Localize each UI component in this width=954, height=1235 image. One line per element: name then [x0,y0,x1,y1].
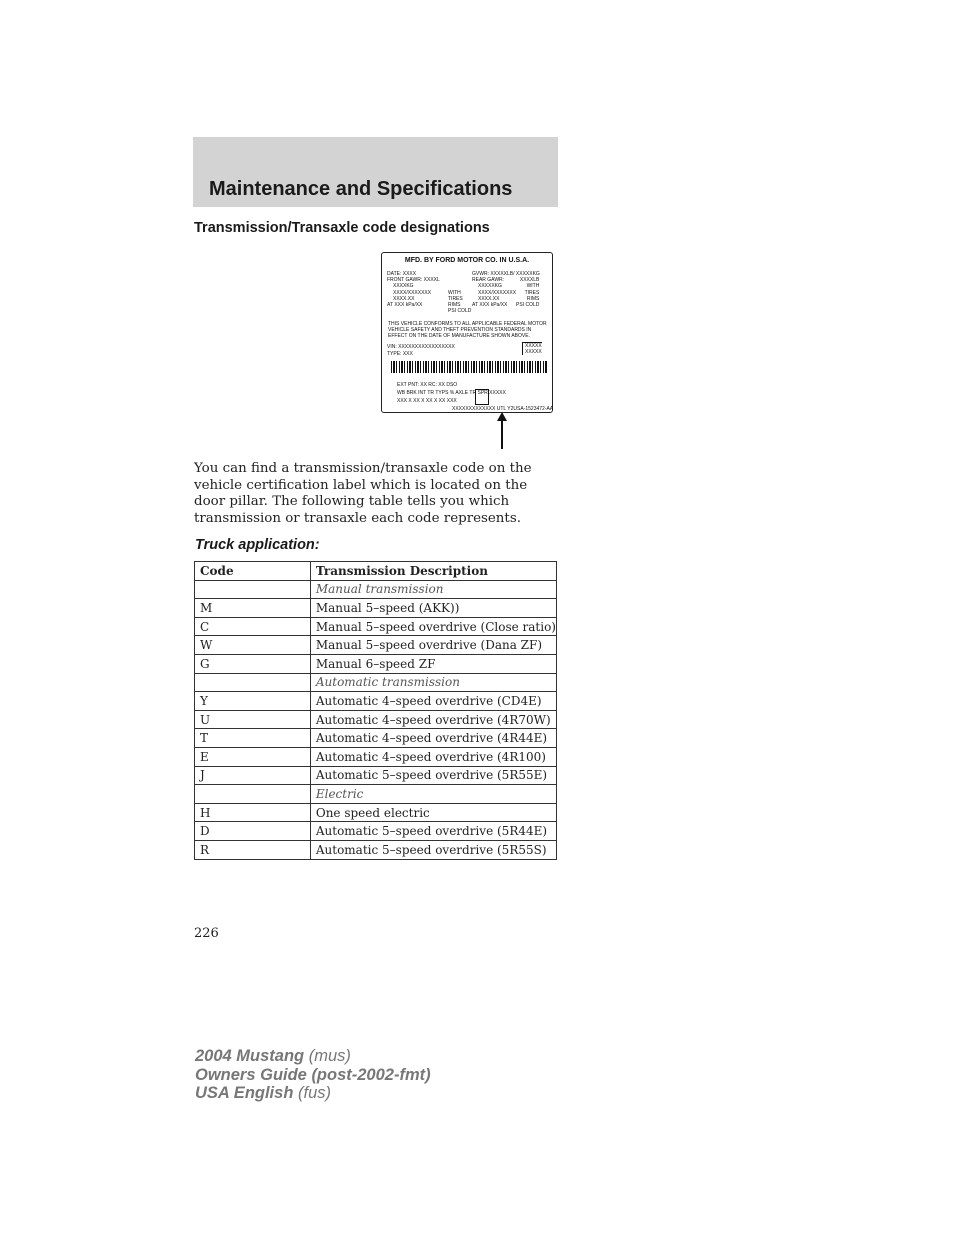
cert-label-vin-box [522,342,542,355]
table-row [195,599,557,618]
barcode [391,361,547,373]
table-row [195,747,557,766]
cell-code [195,580,311,599]
cell-group-label: Manual transmission [310,580,556,599]
cell-description: Automatic 5–speed overdrive (5R55S) [310,840,556,859]
table-subtitle: Truck application: [195,537,320,553]
table-header-row [195,562,557,581]
table-group-row [195,785,557,804]
cell-code: U [195,710,311,729]
cert-label-text: AT XXX kPa/XX [472,302,508,309]
cell-code [195,673,311,692]
cert-label-text: DATE: XXXX [387,271,417,277]
cell-code: R [195,840,311,859]
cert-label-text: XXXXKG [393,283,414,290]
cert-label-right-mid [516,277,539,308]
cert-label-text: FRONT GAWR: XXXXL [387,277,440,284]
footer-line-3 [195,1084,431,1103]
vehicle-certification-label [381,252,553,413]
cert-label-left-column [387,271,440,308]
cert-label-footer-text: XXXXXXXXXXXXX UTL Y2USA-1523472-AA [452,406,554,412]
document-footer [195,1047,431,1103]
transmission-code-box [475,389,489,405]
cert-label-text: PSI COLD [516,302,540,308]
table-group-row [195,673,557,692]
cert-label-text: TIRES [448,295,463,302]
cell-description: Manual 6–speed ZF [310,654,556,673]
cell-group-label: Automatic transmission [310,673,556,692]
intro-paragraph: You can find a transmission/transaxle code on the vehicle certification label which is located on the door pillar. The following table tells you which transmission or transaxle each code represents. [194,461,532,526]
footer-language-code: (fus) [298,1084,331,1102]
cell-description: Automatic 4–speed overdrive (4R44E) [310,729,556,748]
arrow-shaft [501,420,503,449]
cert-label-text: XXXXXKG [478,283,502,290]
cert-label-left-mid [448,290,471,315]
header-band [193,137,558,207]
cert-label-conformity-text [388,321,547,340]
cert-label-text: GVWR: XXXXXLB/ XXXXXKG [472,271,540,277]
footer-guide: Owners Guide (post-2002-fmt) [195,1065,431,1084]
table-row [195,766,557,785]
cell-code: H [195,803,311,822]
cell-code: E [195,747,311,766]
cert-label-codes-row: EXT PNT: XX RC: XX DSO [397,382,458,388]
cell-code: M [195,599,311,618]
cert-label-text: WITH [448,289,461,296]
cert-label-text: RIMS [526,295,540,302]
table-row [195,617,557,636]
cell-description: Automatic 5–speed overdrive (5R55E) [310,766,556,785]
cert-label-heading: MFD. BY FORD MOTOR CO. IN U.S.A. [404,257,530,264]
cell-description: Automatic 5–speed overdrive (5R44E) [310,822,556,841]
cert-label-text: XXXX/XXXXXXX [393,289,432,296]
cert-label-text: VEHICLE SAFETY AND THEFT PREVENTION STANDARDS IN [388,327,532,334]
cell-description: Automatic 4–speed overdrive (4R70W) [310,710,556,729]
footer-line-1 [195,1047,431,1066]
table-row [195,636,557,655]
column-header-description: Transmission Description [310,562,556,581]
table-row [195,803,557,822]
table-row [195,840,557,859]
cert-label-text: XXXXLB [519,277,540,284]
cert-label-vin: VIN: XXXXXXXXXXXXXXXXX [387,344,455,350]
cell-code: C [195,617,311,636]
table-row [195,692,557,711]
cell-description: Automatic 4–speed overdrive (4R100) [310,747,556,766]
cell-description: Automatic 4–speed overdrive (CD4E) [310,692,556,711]
cell-code [195,785,311,804]
cert-label-codes-row: XXX X XX X XX X XX XXX [397,398,457,404]
table-row [195,654,557,673]
table-row [195,729,557,748]
cell-description: Manual 5–speed overdrive (Dana ZF) [310,636,556,655]
cell-description: Manual 5–speed (AKK)) [310,599,556,618]
footer-language: USA English [195,1084,294,1102]
cell-code: T [195,729,311,748]
cert-label-text: TIRES [524,289,540,296]
cert-label-text: AT XXX kPa/XX [387,302,423,309]
cell-group-label: Electric [310,785,556,804]
cert-label-text: XXXX/XXXXXXX [478,289,517,296]
cert-label-text: XXXX.XX [478,295,500,302]
table-row [195,822,557,841]
table-group-row [195,580,557,599]
cert-label-text: XXXX.XX [393,295,415,302]
section-title: Transmission/Transaxle code designations [194,220,490,236]
cell-description: Manual 5–speed overdrive (Close ratio) [310,617,556,636]
cert-label-text: REAR GAWR: [472,277,505,284]
cert-label-type: TYPE: XXX [387,351,413,357]
column-header-code: Code [195,562,311,581]
cert-label-codes-row: WB BRK INT TR TYPS % AXLE TR SPR XXXXX [397,390,506,396]
footer-line-2 [195,1066,431,1085]
cell-code: G [195,654,311,673]
cert-label-text: XXXXX [525,349,542,356]
table-row [195,710,557,729]
cert-label-text: RIMS [448,302,461,308]
cell-code: W [195,636,311,655]
cert-label-text: XXXXX [525,343,542,349]
page-number: 226 [194,926,219,941]
footer-model-code: (mus) [308,1047,351,1065]
cell-code: D [195,822,311,841]
cell-code: Y [195,692,311,711]
cell-code: J [195,766,311,785]
table-body [195,580,557,859]
footer-model: 2004 Mustang [195,1047,305,1065]
cert-label-text: WITH [526,283,540,290]
cert-label-text: EFFECT ON THE DATE OF MANUFACTURE SHOWN ABOVE. [388,333,530,340]
transmission-code-table [194,561,557,860]
cert-label-text: THIS VEHICLE CONFORMS TO ALL APPLICABLE FEDERAL MOTOR [388,321,547,327]
cert-label-text: PSI COLD [448,308,472,315]
page-title: Maintenance and Specifications [209,178,513,200]
cell-description: One speed electric [310,803,556,822]
